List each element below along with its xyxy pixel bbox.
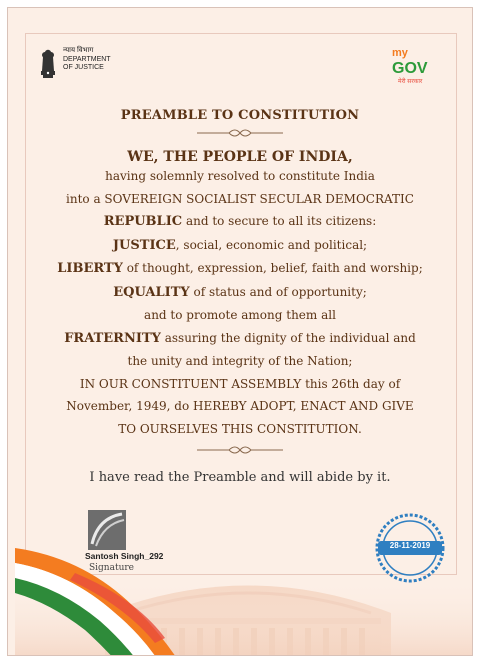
preamble-content [0,108,480,460]
preamble-line-5-rest: of thought, expression, belief, faith and worship; [122,261,423,275]
doj-label-line1: DEPARTMENT [63,55,111,63]
department-of-justice-logo [38,47,111,81]
doj-label-line2: OF JUSTICE [63,64,104,71]
ornamental-divider-icon [195,444,285,456]
preamble-line-4 [0,234,480,258]
preamble-line-3-rest: and to secure to all its citizens: [182,214,377,228]
we-the-people: WE, THE PEOPLE OF INDIA, [127,149,353,165]
liberty-word: LIBERTY [57,261,123,276]
ashoka-emblem-icon [38,47,58,81]
preamble-line-12: TO OURSELVES THIS CONSTITUTION. [118,421,362,436]
republic-word: REPUBLIC [103,214,183,229]
preamble-title: PREAMBLE TO CONSTITUTION [120,108,360,123]
mygov-logo [392,44,448,84]
preamble-line-1: having solemnly resolved to constitute India [105,169,375,183]
justice-word: JUSTICE [112,237,176,253]
ornamental-divider-icon [195,127,285,139]
preamble-line-4-rest: , social, economic and political; [175,237,368,252]
stamp-date: 28-11-2019 [389,541,431,550]
preamble-line-2: into a SOVEREIGN SOCIALIST SECULAR DEMOCRATIC [66,191,414,206]
preamble-line-3 [0,210,480,234]
signature-image [88,510,126,550]
pledge-text: I have read the Preamble and will abide by it. [89,470,391,485]
signature-label: Signature [89,563,135,573]
signer-name: Santosh Singh_292 [85,551,164,561]
mygov-my-text: my [392,47,408,59]
preamble-line-8 [0,327,480,351]
equality-word: EQUALITY [113,284,190,300]
preamble-line-10: IN OUR CONSTITUENT ASSEMBLY this 26th day of [79,376,401,391]
preamble-line-9: the unity and integrity of the Nation; [127,354,353,368]
preamble-line-6 [0,281,480,305]
preamble-line-8-rest: assuring the dignity of the individual and [160,330,416,345]
fraternity-word: FRATERNITY [64,330,161,346]
preamble-line-7: and to promote among them all [144,308,336,322]
preamble-line-5 [0,257,480,281]
preamble-line-11: November, 1949, do HEREBY ADOPT, ENACT AND GIVE [66,399,414,413]
mygov-tagline: मेरी सरकार [398,79,423,85]
preamble-line-6-rest: of status and of opportunity; [189,284,367,299]
doj-hindi-label: न्याय विभाग [63,47,94,54]
mygov-gov-text: GOV [392,60,428,77]
